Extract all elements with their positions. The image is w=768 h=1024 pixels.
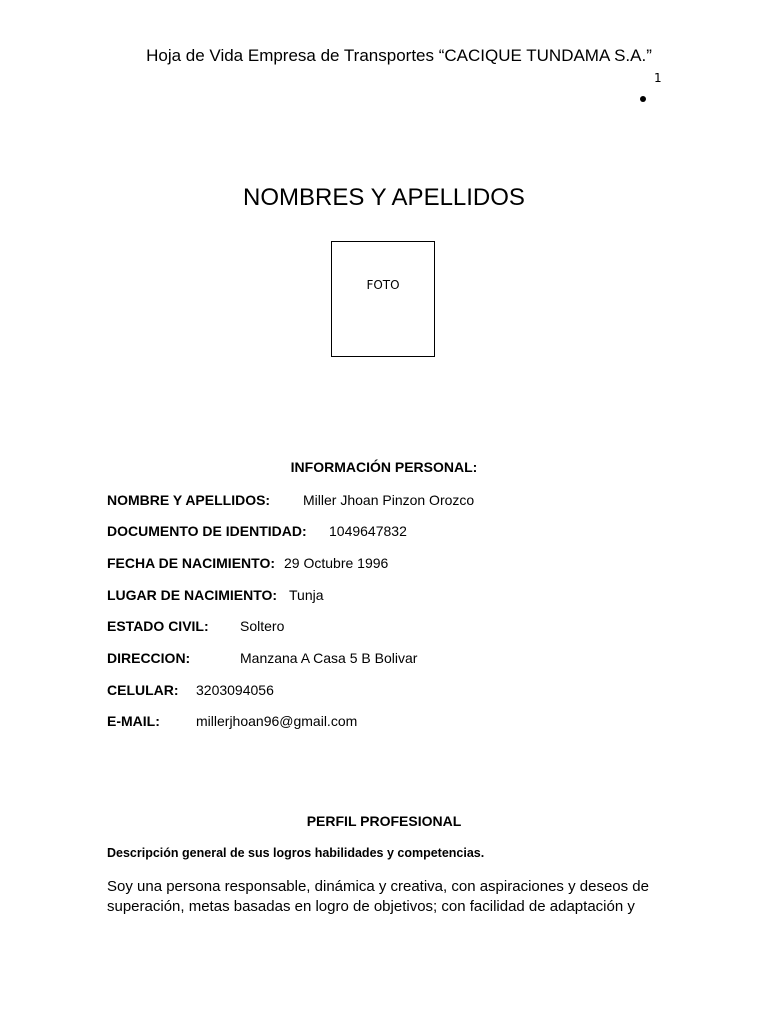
profile-text: Soy una persona responsable, dinámica y creativa, con aspiraciones y deseos de superación, metas basadas en logro de objetivos; con facilidad de adaptación y <box>107 878 649 915</box>
header-title: Hoja de Vida Empresa de Transportes “CACIQUE TUNDAMA S.A.” <box>146 46 652 65</box>
info-value: Miller Jhoan Pinzon Orozco <box>303 492 475 508</box>
main-name-title: NOMBRES Y APELLIDOS <box>243 184 525 211</box>
info-label: CELULAR: <box>107 682 179 698</box>
info-value: Tunja <box>289 587 324 603</box>
info-label: NOMBRE Y APELLIDOS: <box>107 492 271 508</box>
info-label: FECHA DE NACIMIENTO: <box>107 555 275 571</box>
info-value: 3203094056 <box>196 682 274 698</box>
profile-subtitle: Descripción general de sus logros habilidades y competencias. <box>107 846 485 860</box>
info-label: DIRECCION: <box>107 650 191 666</box>
info-value: Manzana A Casa 5 B Bolivar <box>240 650 418 666</box>
info-label: ESTADO CIVIL: <box>107 618 209 634</box>
photo-label: FOTO <box>366 278 400 292</box>
info-label: E-MAIL: <box>107 713 160 729</box>
info-value: Soltero <box>240 618 285 634</box>
page-number: 1 <box>654 71 662 85</box>
info-value: 1049647832 <box>329 523 407 539</box>
photo-placeholder <box>331 241 435 357</box>
bullet-icon <box>640 96 646 102</box>
info-value: millerjhoan96@gmail.com <box>196 713 358 729</box>
profile-heading: PERFIL PROFESIONAL <box>306 813 462 829</box>
info-label: DOCUMENTO DE IDENTIDAD: <box>107 523 307 539</box>
info-label: LUGAR DE NACIMIENTO: <box>107 587 278 603</box>
personal-info-heading: INFORMACIÓN PERSONAL: <box>290 459 478 475</box>
info-value: 29 Octubre 1996 <box>284 555 389 571</box>
